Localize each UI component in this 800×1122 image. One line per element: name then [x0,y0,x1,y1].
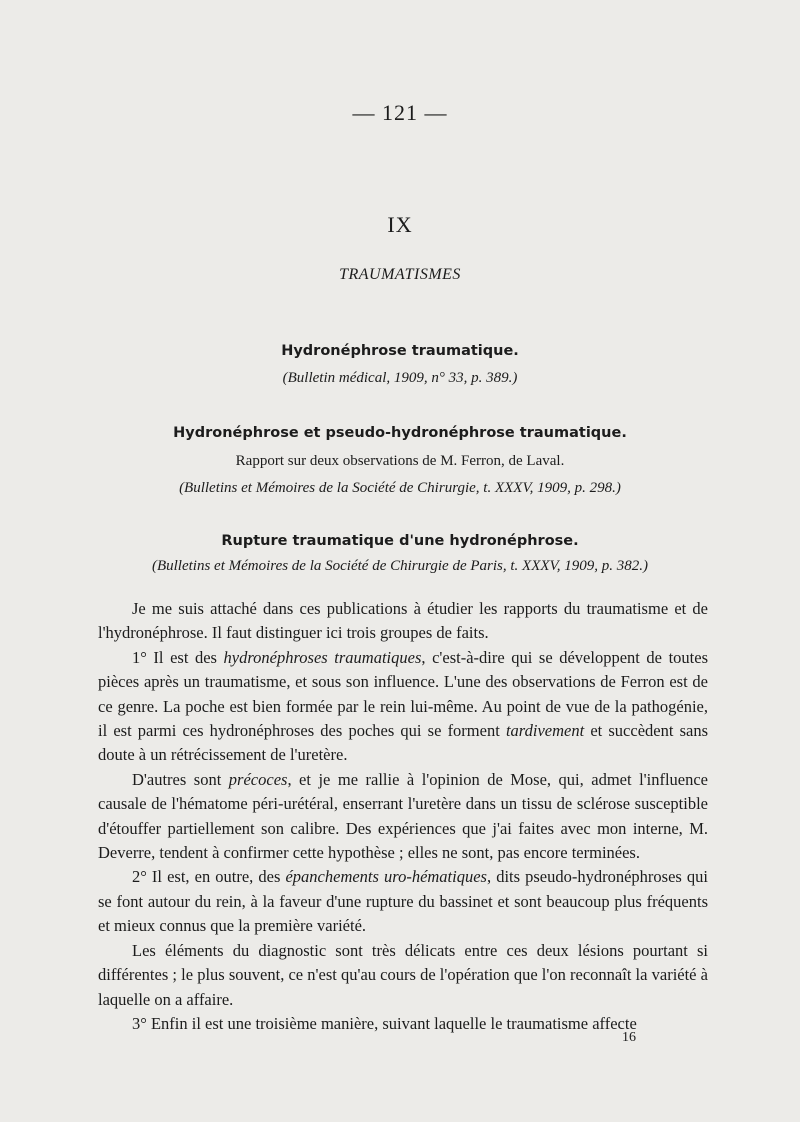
article-report: Rapport sur deux observations de M. Ferron, de Laval. [235,453,565,469]
emphasis-text: tardivement [505,721,585,741]
body-paragraph: 2° Il est, en outre, des épanchements uro-hématiques, dits pseudo-hydronéphroses qui se font autour du rein, à la faveur d'une rupture du bassinet et sont beaucoup plus fréquents et mieux connus que la première variété. [98,867,708,936]
body-paragraph: Les éléments du diagnostic sont très délicats entre ces deux lésions pourtant si différentes ; le plus souvent, ce n'est qu'au cours de l'opération que l'on reconnaît la variété à laquelle on a affaire. [98,940,708,1009]
page-number: — 121 — [352,100,448,125]
article-source: (Bulletins et Mémoires de la Société de Chirurgie, t. XXXV, 1909, p. 298.) [179,480,621,496]
body-paragraph: D'autres sont précoces, et je me rallie à l'opinion de Mose, qui, admet l'influence causale de l'hématome péri-urétéral, enserrant l'uretère dans un tissu de sclérose susceptible d'étouffer partiellement son calibre. Des expériences que j'ai faites avec mon interne, M. Deverre, tendent à confirmer cette hypothèse ; elles ne sont, pas encore terminées. [98,769,709,863]
body-paragraph: 1° Il est des hydronéphroses traumatiques, c'est-à-dire qui se développent de toutes pièces après un traumatisme, et sous son influence. L'une des observations de Ferron est de ce genre. La poche est bien formée par le rein lui-même. Au point de vue de la pathogénie, il est parmi ces hydronéphroses des poches qui se forment tardivement et succèdent sans doute à un rétrécissement de l'uretère. [98,647,709,765]
body-paragraph: 3° Enfin il est une troisième manière, suivant laquelle le traumatisme affecte [132,1013,637,1033]
emphasis-text: précoces [228,769,288,789]
article-source: (Bulletins et Mémoires de la Société de Chirurgie de Paris, t. XXXV, 1909, p. 382.) [151,558,649,574]
chapter-number: IX [387,212,413,237]
body-paragraph: Je me suis attaché dans ces publications à étudier les rapports du traumatisme et de l'hydronéphrose. Il faut distinguer ici trois groupes de faits. [98,599,708,643]
article-title: Hydronéphrose et pseudo-hydronéphrose traumatique. [173,425,627,441]
body-text [98,597,708,1036]
emphasis-text: hydronéphroses traumatiques [223,647,422,667]
emphasis-text: épanchements uro-hématiques [285,867,487,887]
section-title: TRAUMATISMES [339,266,461,283]
article-source: (Bulletin médical, 1909, n° 33, p. 389.) [282,370,518,386]
article-title: Hydronéphrose traumatique. [281,343,519,359]
article-title: Rupture traumatique d'une hydronéphrose. [221,533,579,549]
signature-mark: 16 [622,1030,636,1045]
